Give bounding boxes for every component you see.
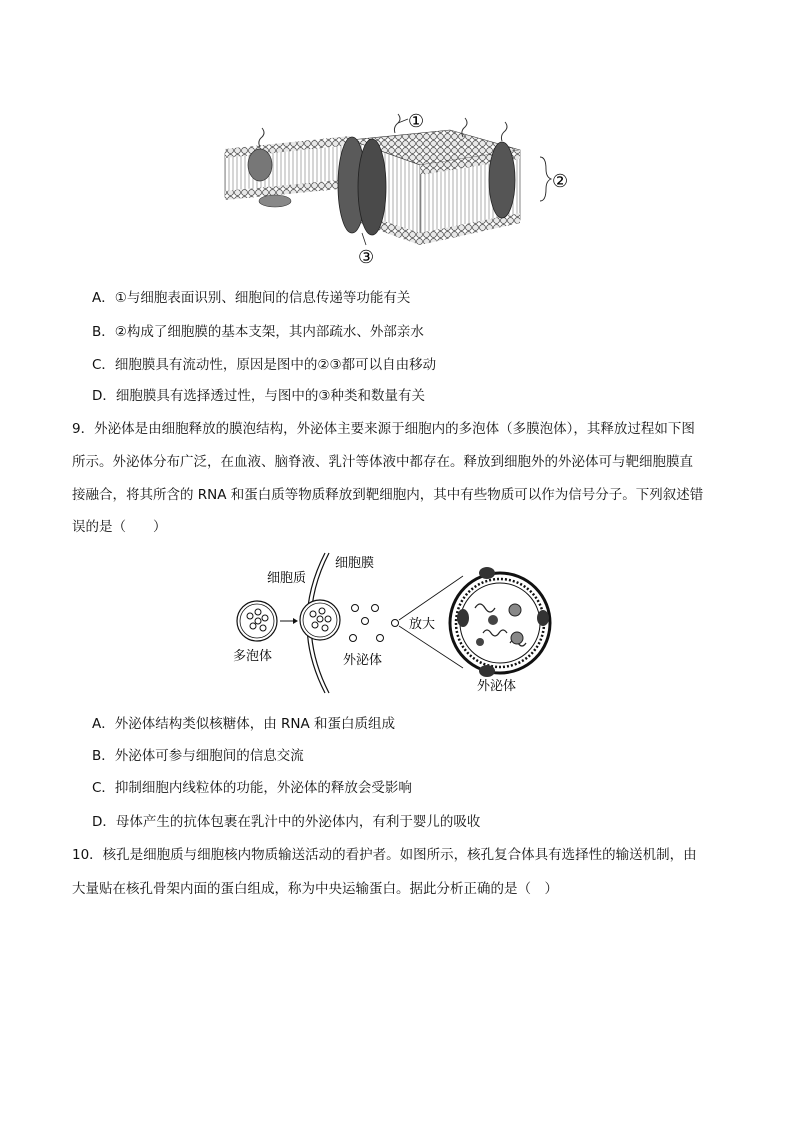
q9-option-c: C．抑制细胞内线粒体的功能，外泌体的释放会受影响 xyxy=(92,780,412,796)
q9-stem-line: 误的是（ ） xyxy=(72,519,167,535)
exosome-diagram xyxy=(225,548,565,698)
exosome-figure xyxy=(225,548,565,698)
label-enlarge: 放大 xyxy=(409,617,436,632)
q10-stem-line: 大量贴在核孔骨架内面的蛋白组成，称为中央运输蛋白。据此分析正确的是（ ） xyxy=(72,881,558,897)
q9-option-a: A．外泌体结构类似核糖体，由 RNA 和蛋白质组成 xyxy=(92,716,396,732)
label-exosome-enlarged: 外泌体 xyxy=(477,679,517,694)
label-cytoplasm: 细胞质 xyxy=(267,571,307,586)
q8-option-c: C．细胞膜具有流动性，原因是图中的②③都可以自由移动 xyxy=(92,357,437,373)
label-exosome: 外泌体 xyxy=(343,653,383,668)
label-2: ② xyxy=(552,171,569,192)
q9-option-d: D．母体产生的抗体包裹在乳汁中的外泌体内，有利于婴儿的吸收 xyxy=(92,814,481,830)
cell-membrane-figure xyxy=(220,105,570,270)
q9-stem-line: 9．外泌体是由细胞释放的膜泡结构，外泌体主要来源于细胞内的多泡体（多膜泡体），其释放过程如下图 xyxy=(72,421,695,437)
q9-option-b: B．外泌体可参与细胞间的信息交流 xyxy=(92,748,304,764)
q8-option-d: D．细胞膜具有选择透过性，与图中的③种类和数量有关 xyxy=(92,388,425,404)
label-mvb: 多泡体 xyxy=(233,649,273,664)
label-cell-membrane: 细胞膜 xyxy=(335,556,375,571)
cell-membrane-diagram xyxy=(220,105,570,270)
label-1: ① xyxy=(408,111,425,132)
q10-stem-line: 10．核孔是细胞质与细胞核内物质输送活动的看护者。如图所示，核孔复合体具有选择性的输送机制，由 xyxy=(72,847,697,863)
label-3: ③ xyxy=(358,247,375,268)
q9-stem-line: 所示。外泌体分布广泛，在血液、脑脊液、乳汁等体液中都存在。释放到细胞外的外泌体可与靶细胞膜直 xyxy=(72,454,693,470)
q9-stem-line: 接融合，将其所含的 RNA 和蛋白质等物质释放到靶细胞内，其中有些物质可以作为信号分子。下列叙述错 xyxy=(72,487,704,503)
q8-option-b: B．②构成了细胞膜的基本支架，其内部疏水、外部亲水 xyxy=(92,324,424,340)
q8-option-a: A．①与细胞表面识别、细胞间的信息传递等功能有关 xyxy=(92,290,411,306)
